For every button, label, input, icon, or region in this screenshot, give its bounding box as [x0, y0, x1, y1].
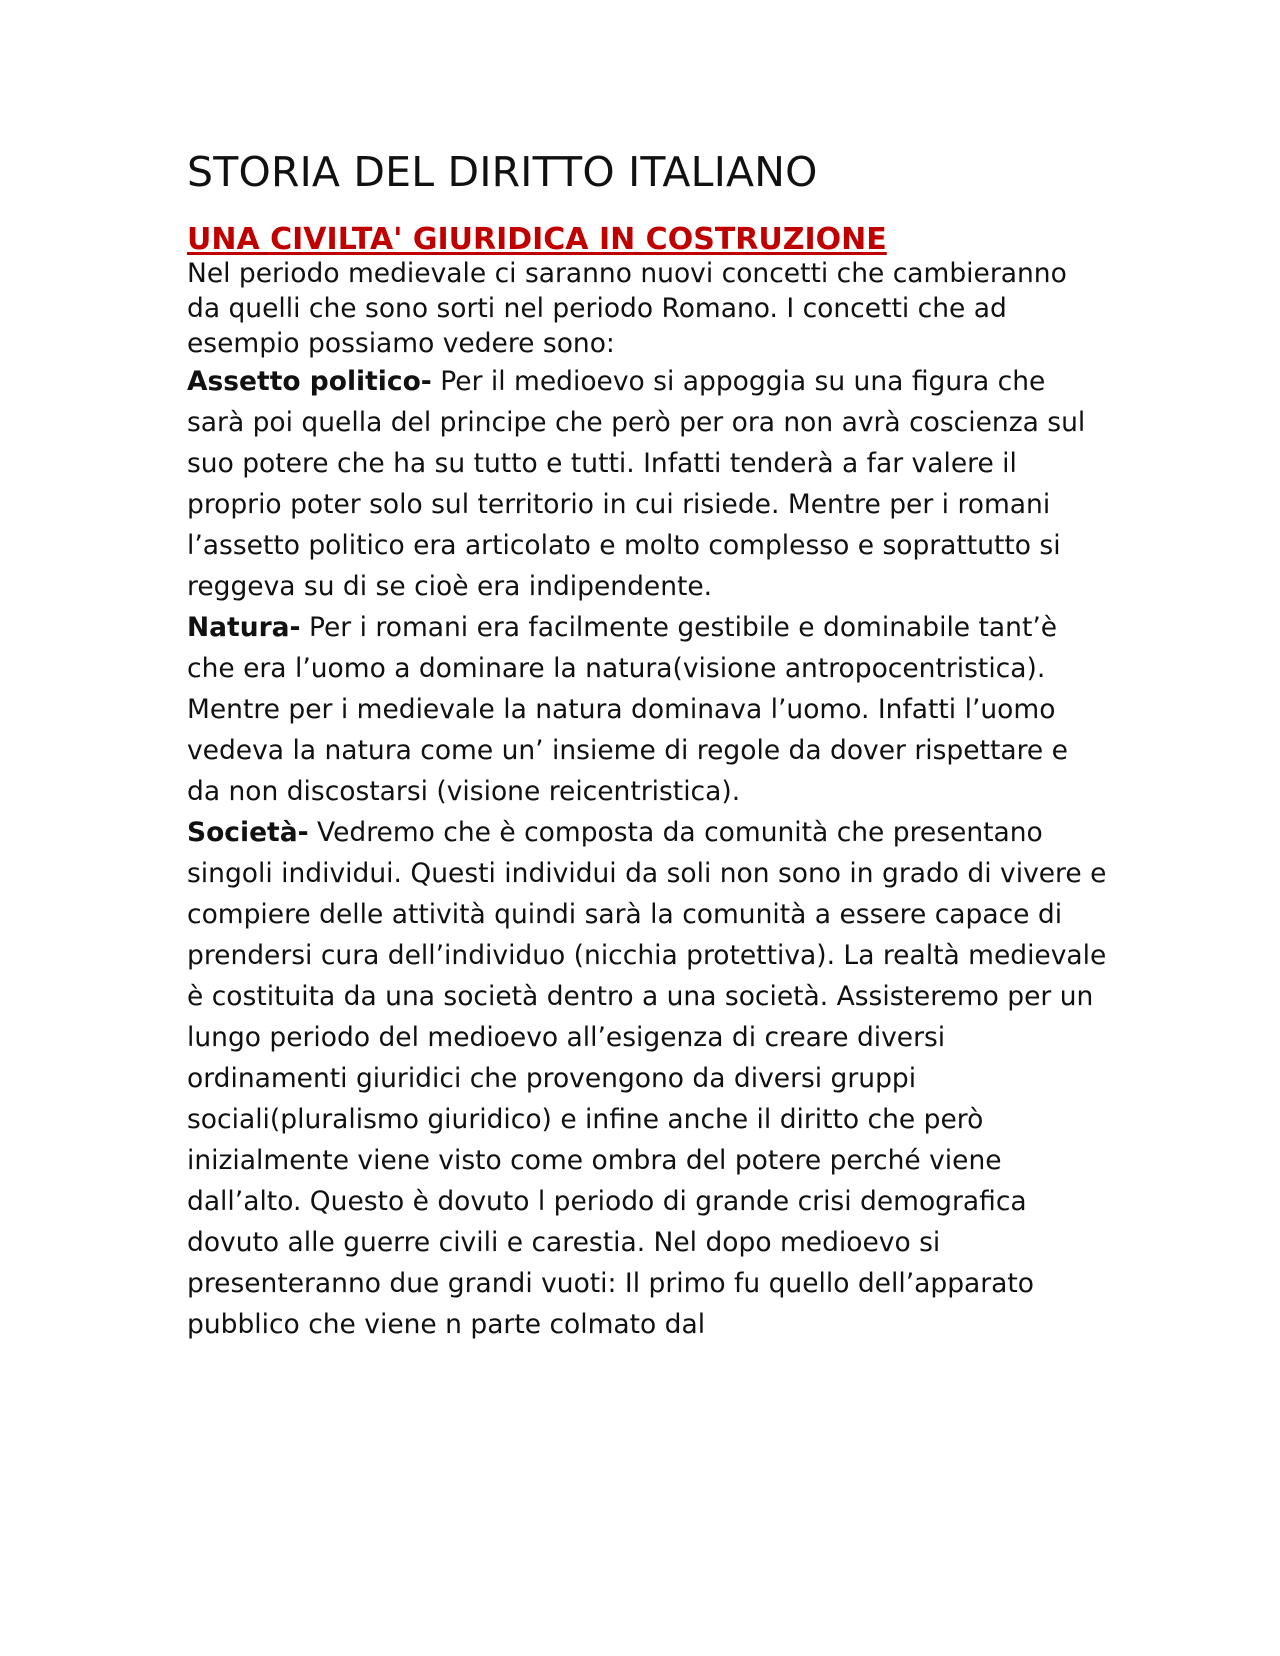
paragraph-text: Vedremo che è composta da comunità che presentano singoli individui. Questi individui da soli non sono in grado di vivere e compiere delle attività quindi sarà la comunità a essere capace di prendersi cura dell’individuo (nicchia protettiva). La realtà medievale è costituita da una società dentro a una società. Assisteremo per un lungo periodo del medioevo all’esigenza di creare diversi ordinamenti giuridici che provengono da diversi gruppi sociali(pluralismo giuridico) e infine anche il diritto che però inizialmente viene visto come ombra del potere perché viene dall’alto. Questo è dovuto l periodo di grande crisi demografica dovuto alle guerre civili e carestia. Nel dopo medioevo si presenteranno due grandi vuoti: Il primo fu quello dell’apparato pubblico che viene n parte colmato dal — [187, 817, 1107, 1341]
paragraph-assetto-politico — [187, 361, 1107, 607]
term-label: Società- — [187, 817, 309, 849]
paragraph-societa — [187, 812, 1107, 1345]
intro-paragraph: Nel periodo medievale ci saranno nuovi concetti che cambieranno da quelli che sono sorti nel periodo Romano. I concetti che ad esempio possiamo vedere sono: — [187, 258, 1067, 360]
document-content — [187, 148, 1107, 1345]
term-label: Assetto politico- — [187, 366, 432, 398]
paragraph-natura — [187, 607, 1107, 812]
section-heading: UNA CIVILTA' GIURIDICA IN COSTRUZIONE — [187, 222, 887, 258]
paragraph-text: Per i romani era facilmente gestibile e dominabile tant’è che era l’uomo a dominare la natura(visione antropocentristica). Mentre per i medievale la natura dominava l’uomo. Infatti l’uomo vedeva la natura come un’ insieme di regole da dover rispettare e da non discostarsi (visione reicentristica). — [187, 612, 1068, 808]
paragraph-text: Per il medioevo si appoggia su una figura che sarà poi quella del principe che però per ora non avrà coscienza sul suo potere che ha su tutto e tutti. Infatti tenderà a far valere il proprio poter solo sul territorio in cui risiede. Mentre per i romani l’assetto politico era articolato e molto complesso e soprattutto si reggeva su di se cioè era indipendente. — [187, 366, 1086, 603]
term-label: Natura- — [187, 612, 301, 644]
document-title: STORIA DEL DIRITTO ITALIANO — [187, 148, 818, 196]
